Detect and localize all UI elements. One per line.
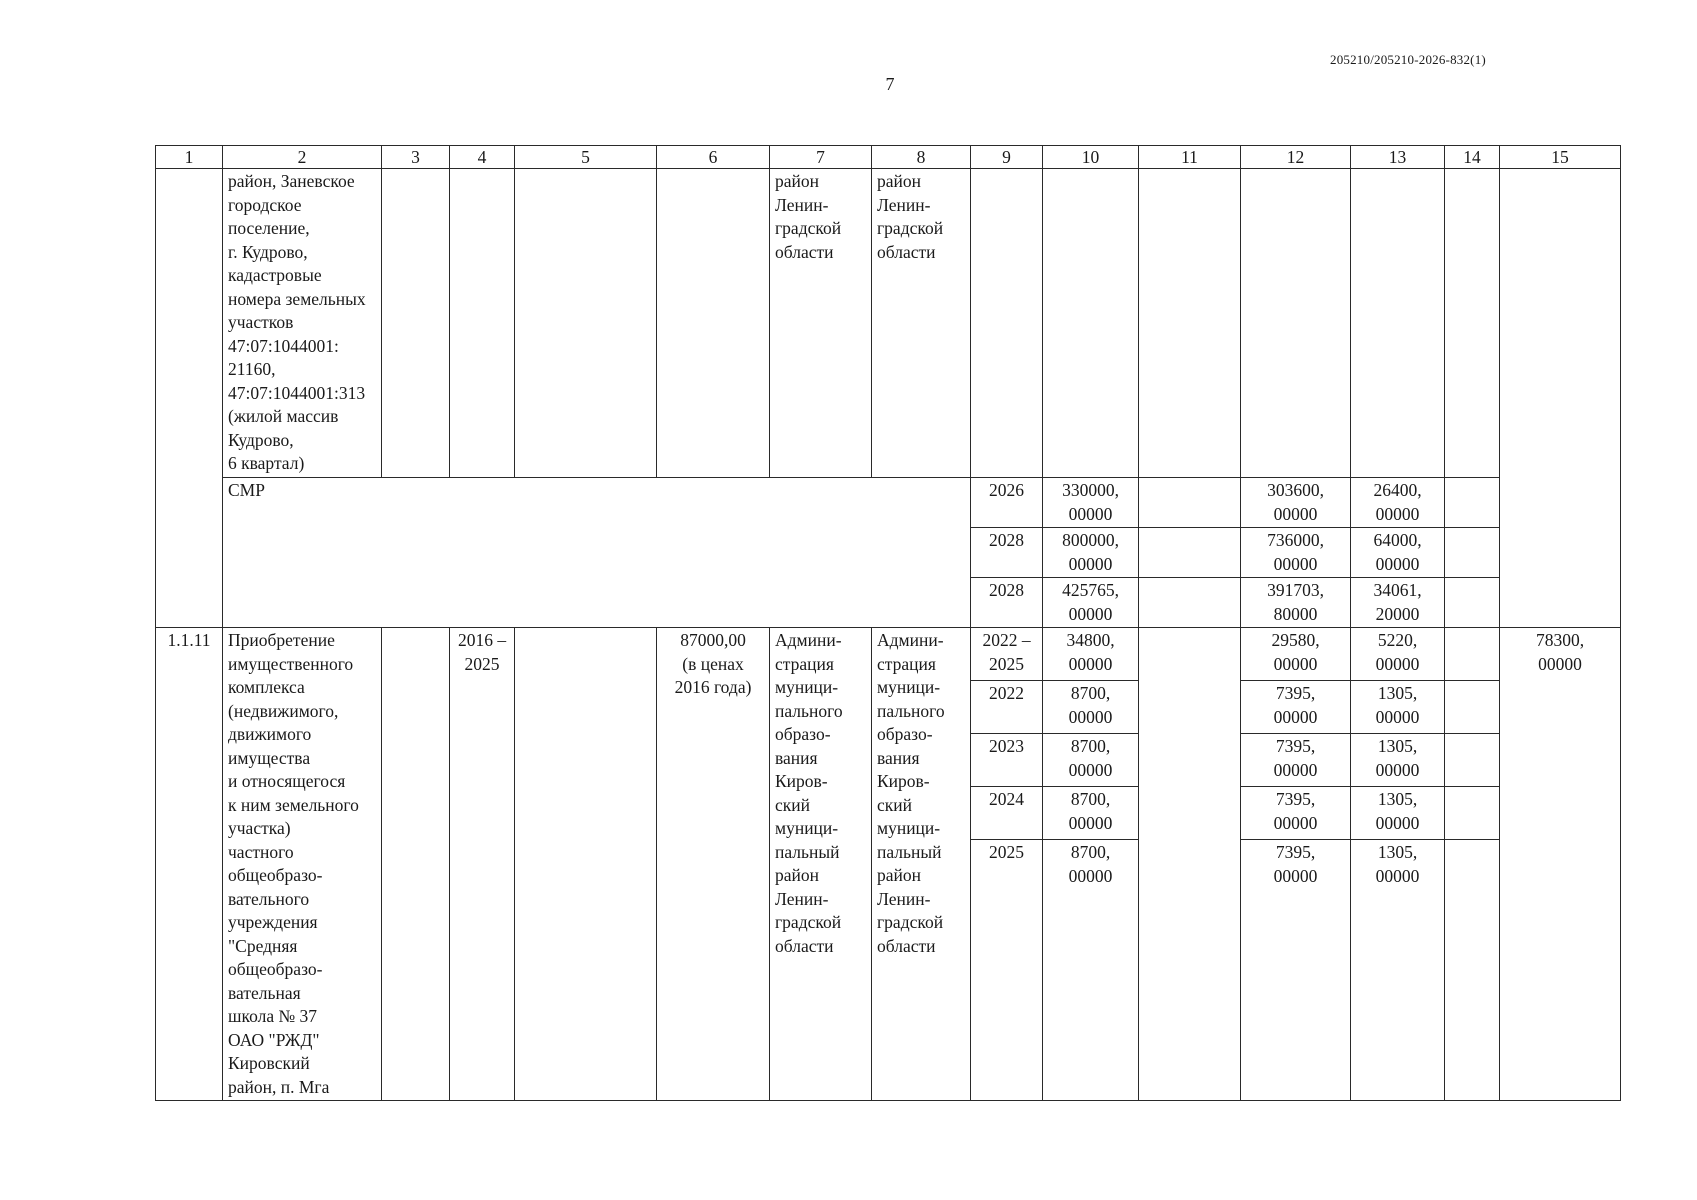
col-header: 7 [770,146,872,169]
col-header: 9 [971,146,1043,169]
cell-regional: 29580, 00000 [1241,628,1351,681]
col-header: 3 [382,146,450,169]
cell-empty [1139,628,1241,1101]
col-header: 5 [515,146,657,169]
cell-object-description: Приобретение имущественного комплекса (недвижимого, движимого имущества и относящегося к ним земельного участка) частного общеобразо- вательного учреждения "Средняя общеобразо- вательная школа № 37 ОАО "РЖД" Кировский район, п. Мга [223,628,382,1101]
col-header: 4 [450,146,515,169]
cell-empty [1241,169,1351,478]
cell-year: 2024 [971,787,1043,840]
program-table [155,145,1621,1101]
document-id: 205210/205210-2026-832(1) [1330,52,1486,67]
cell-empty [971,169,1043,478]
col-header: 15 [1500,146,1621,169]
cell-regional: 736000, 00000 [1241,528,1351,578]
cell-regional: 7395, 00000 [1241,734,1351,787]
cell-empty [1445,478,1500,528]
cell-year: 2028 [971,578,1043,628]
cell-empty [450,169,515,478]
cell-total: 425765, 00000 [1043,578,1139,628]
cell-col15: 78300, 00000 [1500,628,1621,1101]
cell-local: 1305, 00000 [1351,681,1445,734]
cell-year: 2026 [971,478,1043,528]
cell-executor: район Ленин- градской области [770,169,872,478]
cell-year: 2028 [971,528,1043,578]
cell-empty [1445,578,1500,628]
cell-empty [1139,528,1241,578]
cell-num [156,169,223,628]
cell-customer: Админи- страция муници- пального образо- вания Киров- ский муници- пальный район Ленин- градской области [872,628,971,1101]
cell-local: 5220, 00000 [1351,628,1445,681]
table-row [156,169,1621,478]
col-header: 1 [156,146,223,169]
cell-customer: район Ленин- градской области [872,169,971,478]
cell-empty [1139,169,1241,478]
column-number-row [156,146,1621,169]
cell-total: 800000, 00000 [1043,528,1139,578]
cell-empty [1445,734,1500,787]
cell-empty [1351,169,1445,478]
cell-object-description: район, Заневское городское поселение, г. Кудрово, кадастровые номера земельных участков 47:07:1044001: 21160, 47:07:1044001:313 (жилой массив Кудрово, 6 квартал) [223,169,382,478]
cell-total: 8700, 00000 [1043,840,1139,1101]
cell-empty [382,628,450,1101]
cell-total: 330000, 00000 [1043,478,1139,528]
cell-local: 26400, 00000 [1351,478,1445,528]
cell-year: 2022 – 2025 [971,628,1043,681]
cell-regional: 391703, 80000 [1241,578,1351,628]
cell-empty [1445,628,1500,681]
col-header: 10 [1043,146,1139,169]
col-header: 8 [872,146,971,169]
cell-total: 8700, 00000 [1043,734,1139,787]
cell-executor: Админи- страция муници- пального образо- вания Киров- ский муници- пальный район Ленин- градской области [770,628,872,1101]
cell-empty [1445,528,1500,578]
cell-empty [1445,787,1500,840]
cell-empty [1139,578,1241,628]
cell-local: 34061, 20000 [1351,578,1445,628]
cell-local: 1305, 00000 [1351,734,1445,787]
cell-year: 2022 [971,681,1043,734]
col-header: 12 [1241,146,1351,169]
cell-num: 1.1.11 [156,628,223,1101]
col-header: 14 [1445,146,1500,169]
col-header: 2 [223,146,382,169]
cell-regional: 7395, 00000 [1241,840,1351,1101]
cell-empty [657,169,770,478]
cell-empty [1445,169,1500,478]
cell-year: 2025 [971,840,1043,1101]
cell-empty [1043,169,1139,478]
cell-empty [1445,681,1500,734]
cell-smr-label: СМР [223,478,971,628]
cell-year: 2023 [971,734,1043,787]
cell-empty [1139,478,1241,528]
cell-cost: 87000,00 (в ценах 2016 года) [657,628,770,1101]
cell-period: 2016 – 2025 [450,628,515,1101]
cell-local: 1305, 00000 [1351,787,1445,840]
table-row [156,628,1621,681]
cell-empty [515,169,657,478]
cell-empty [1445,840,1500,1101]
cell-empty [1500,169,1621,628]
cell-total: 34800, 00000 [1043,628,1139,681]
col-header: 11 [1139,146,1241,169]
cell-local: 1305, 00000 [1351,840,1445,1101]
cell-regional: 7395, 00000 [1241,787,1351,840]
cell-empty [515,628,657,1101]
cell-empty [382,169,450,478]
page-number: 7 [885,74,895,94]
cell-regional: 7395, 00000 [1241,681,1351,734]
cell-regional: 303600, 00000 [1241,478,1351,528]
cell-local: 64000, 00000 [1351,528,1445,578]
cell-total: 8700, 00000 [1043,681,1139,734]
col-header: 13 [1351,146,1445,169]
table-row [156,478,1621,528]
cell-total: 8700, 00000 [1043,787,1139,840]
col-header: 6 [657,146,770,169]
